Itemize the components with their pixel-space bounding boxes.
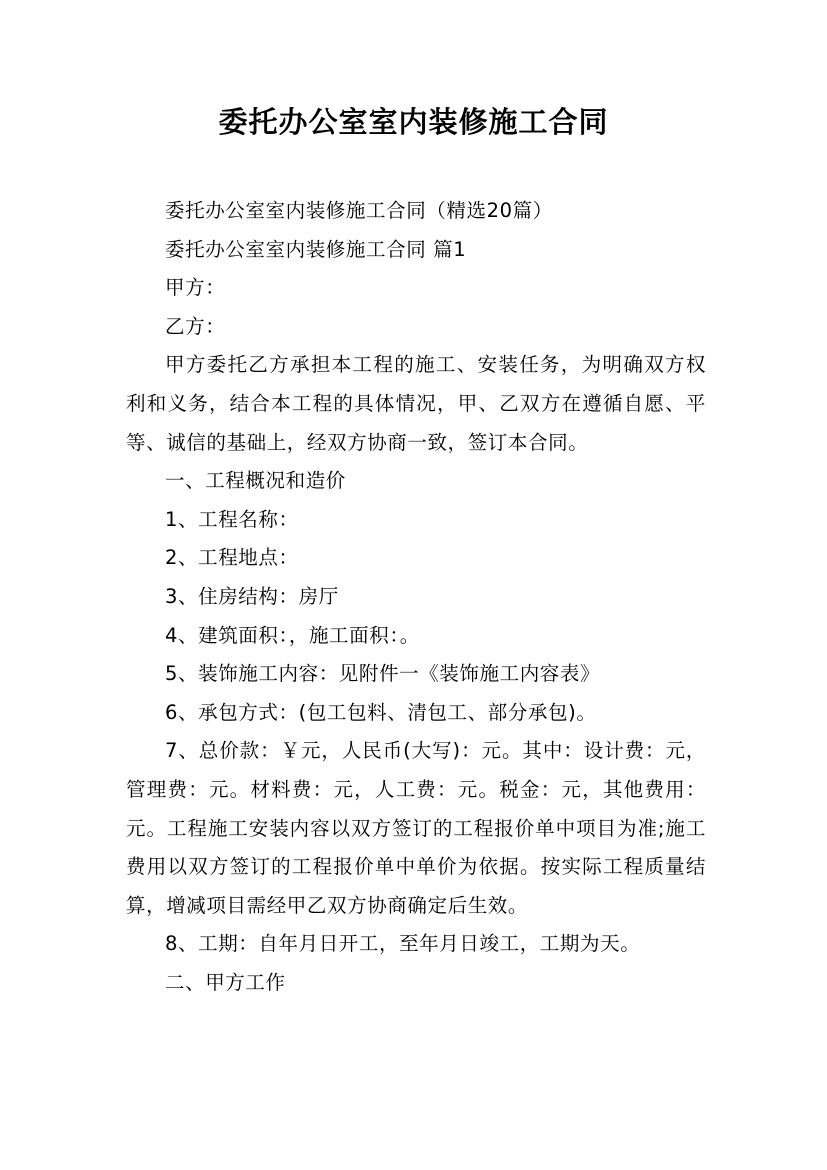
paragraph-item-6: 6、承包方式：(包工包料、清包工、部分承包)。 xyxy=(165,700,597,724)
document-body xyxy=(126,192,706,1002)
paragraph-intro: 甲方委托乙方承担本工程的施工、安装任务，为明确双方权利和义务，结合本工程的具体情况，甲、乙双方在遵循自愿、平等、诚信的基础上，经双方协商一致，签订本合同。 xyxy=(126,353,706,454)
paragraph-item-7: 7、总价款：￥元，人民币(大写)：元。其中：设计费：元，管理费：元。材料费：元，人工费：元。税金：元，其他费用：元。工程施工安装内容以双方签订的工程报价单中项目为准;施工费用以双方签订的工程报价单中单价为依据。按实际工程质量结算，增减项目需经甲乙双方协商确定后生效。 xyxy=(126,739,706,917)
paragraph-item-8: 8、工期：自年月日开工，至年月日竣工，工期为天。 xyxy=(165,932,641,956)
paragraph-item-2: 2、工程地点： xyxy=(165,546,299,570)
document-title: 委托办公室室内装修施工合同 xyxy=(218,105,609,139)
paragraph-party-b: 乙方： xyxy=(165,314,226,338)
paragraph-subtitle: 委托办公室室内装修施工合同（精选20篇） xyxy=(165,199,553,222)
paragraph-item-3: 3、住房结构：房厅 xyxy=(165,584,339,608)
paragraph-section-heading: 委托办公室室内装修施工合同 篇1 xyxy=(165,237,467,261)
paragraph-heading-1: 一、工程概况和造价 xyxy=(165,469,346,493)
paragraph-item-4: 4、建筑面积：，施工面积：。 xyxy=(165,623,420,647)
paragraph-item-5: 5、装饰施工内容：见附件一《装饰施工内容表》 xyxy=(165,662,601,686)
paragraph-party-a: 甲方： xyxy=(165,276,226,300)
paragraph-item-1: 1、工程名称： xyxy=(165,507,299,531)
paragraph-heading-2: 二、甲方工作 xyxy=(165,970,286,994)
